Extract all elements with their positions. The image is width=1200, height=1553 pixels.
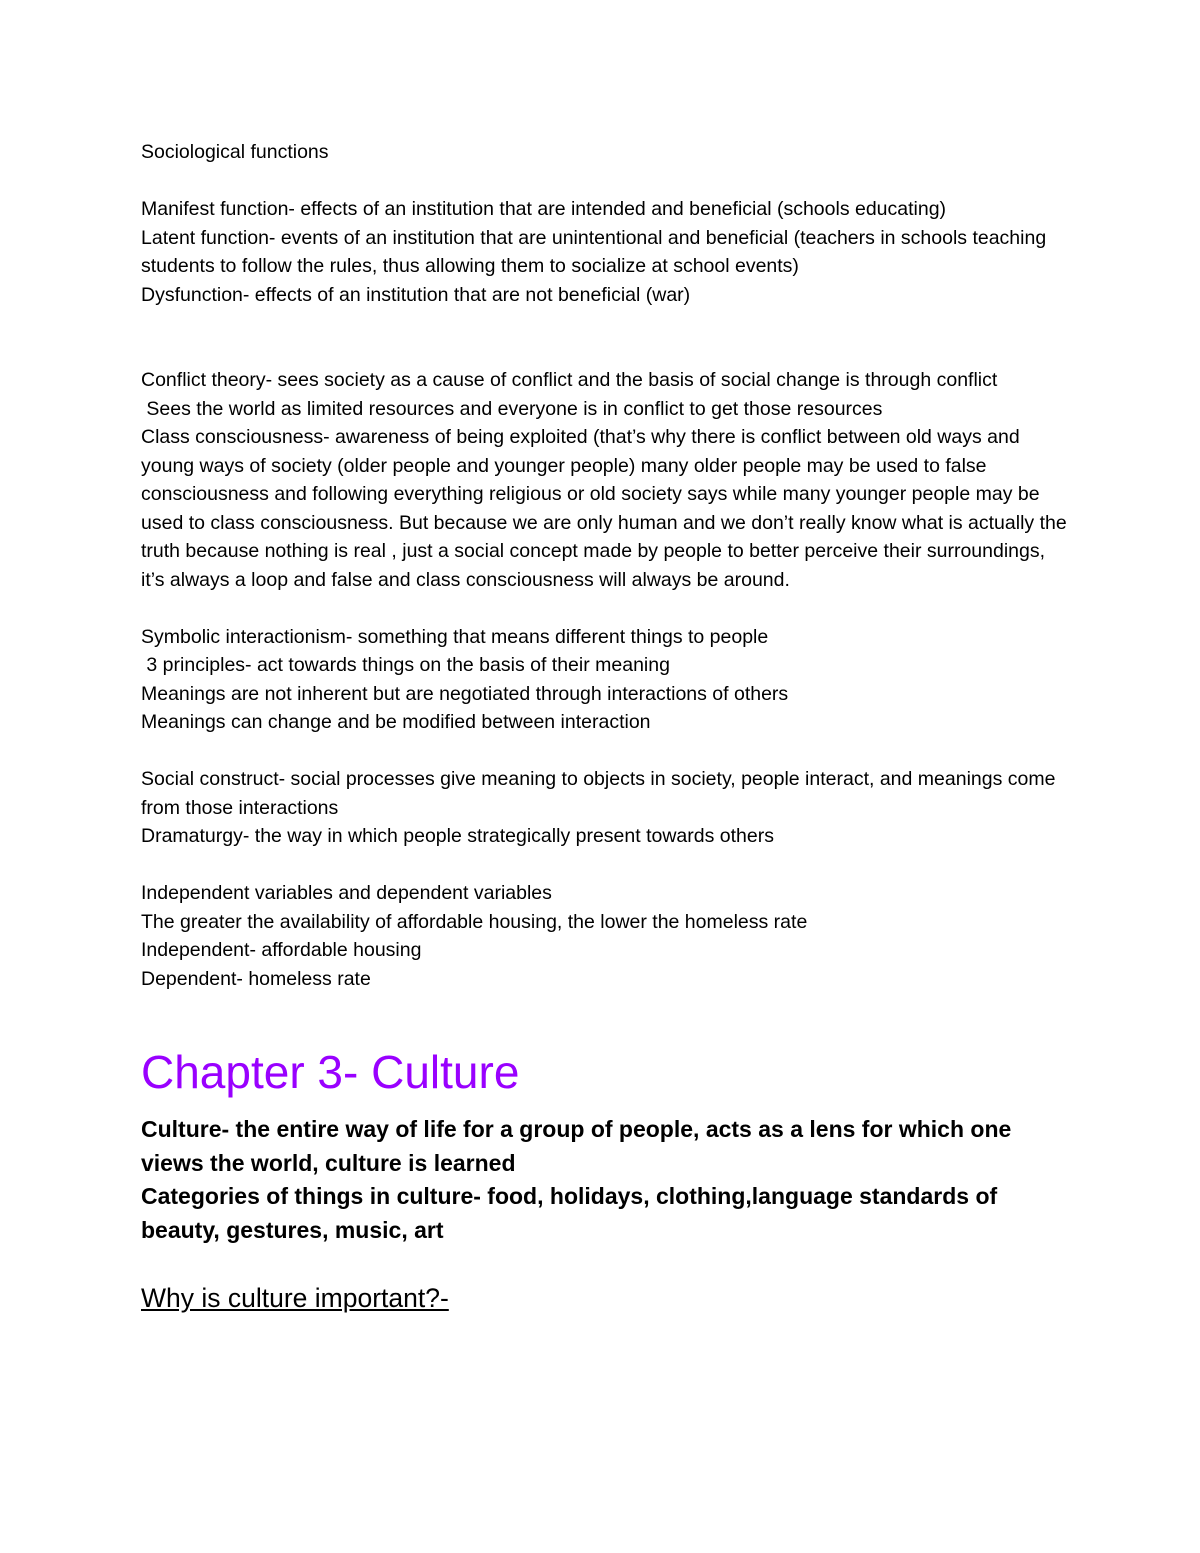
social-construct-text: Social construct- social processes give meaning to objects in society, people interact, and meanings come from those interactions bbox=[141, 768, 1056, 819]
dramaturgy-text: Dramaturgy- the way in which people strategically present towards others bbox=[141, 825, 774, 847]
class-consciousness-text: Class consciousness- awareness of being exploited (that’s why there is conflict between old ways and young ways of society (older people and younger people) many older people may be used to false consciousness and following everything religious or old society says while many younger people may be used to class consciousness. But because we are only human and we don’t really know what is actually the truth because nothing is real , just a social concept made by people to better perceive their surroundings, it’s always a loop and false and class consciousness will always be around. bbox=[141, 426, 1067, 591]
housing-example-text: The greater the availability of affordable housing, the lower the homeless rate bbox=[141, 910, 808, 933]
conflict-theory-text: Conflict theory- sees society as a cause of conflict and the basis of social change is through conflict bbox=[141, 369, 998, 391]
culture-definition-text: Culture- the entire way of life for a group of people, acts as a lens for which one views the world, culture is learned bbox=[141, 1116, 1012, 1176]
spacer bbox=[141, 309, 1071, 366]
spacer bbox=[141, 851, 1071, 880]
manifest-function-text: Manifest function- effects of an institution that are intended and beneficial (schools educating) bbox=[141, 198, 947, 220]
dependent-variable-text: Dependent- homeless rate bbox=[141, 967, 371, 990]
meanings-change-text: Meanings can change and be modified between interaction bbox=[141, 711, 651, 733]
latent-function-text: Latent function- events of an institution that are unintentional and beneficial (teachers in schools teaching students to follow the rules, thus allowing them to socialize at school events) bbox=[141, 226, 1047, 277]
spacer bbox=[141, 167, 1071, 196]
spacer bbox=[141, 594, 1071, 623]
section-title: Sociological functions bbox=[141, 141, 329, 163]
variables-heading-text: Independent variables and dependent variables bbox=[141, 882, 552, 904]
culture-importance-subheading: Why is culture important?- bbox=[141, 1283, 449, 1313]
spacer bbox=[141, 993, 1071, 1045]
limited-resources-text: Sees the world as limited resources and everyone is in conflict to get those resources bbox=[141, 397, 883, 420]
spacer bbox=[141, 1099, 1071, 1113]
independent-variable-text: Independent- affordable housing bbox=[141, 939, 422, 961]
three-principles-text: 3 principles- act towards things on the basis of their meaning bbox=[141, 654, 670, 676]
document-page bbox=[141, 138, 1071, 1315]
chapter-title: Chapter 3- Culture bbox=[141, 1046, 520, 1098]
meanings-negotiated-text: Meanings are not inherent but are negotiated through interactions of others bbox=[141, 682, 789, 705]
spacer bbox=[141, 1247, 1071, 1281]
culture-categories-text: Categories of things in culture- food, holidays, clothing,language standards of beauty, gestures, music, art bbox=[141, 1183, 998, 1243]
spacer bbox=[141, 737, 1071, 766]
symbolic-interactionism-text: Symbolic interactionism- something that means different things to people bbox=[141, 625, 769, 648]
dysfunction-text: Dysfunction- effects of an institution that are not beneficial (war) bbox=[141, 283, 691, 306]
